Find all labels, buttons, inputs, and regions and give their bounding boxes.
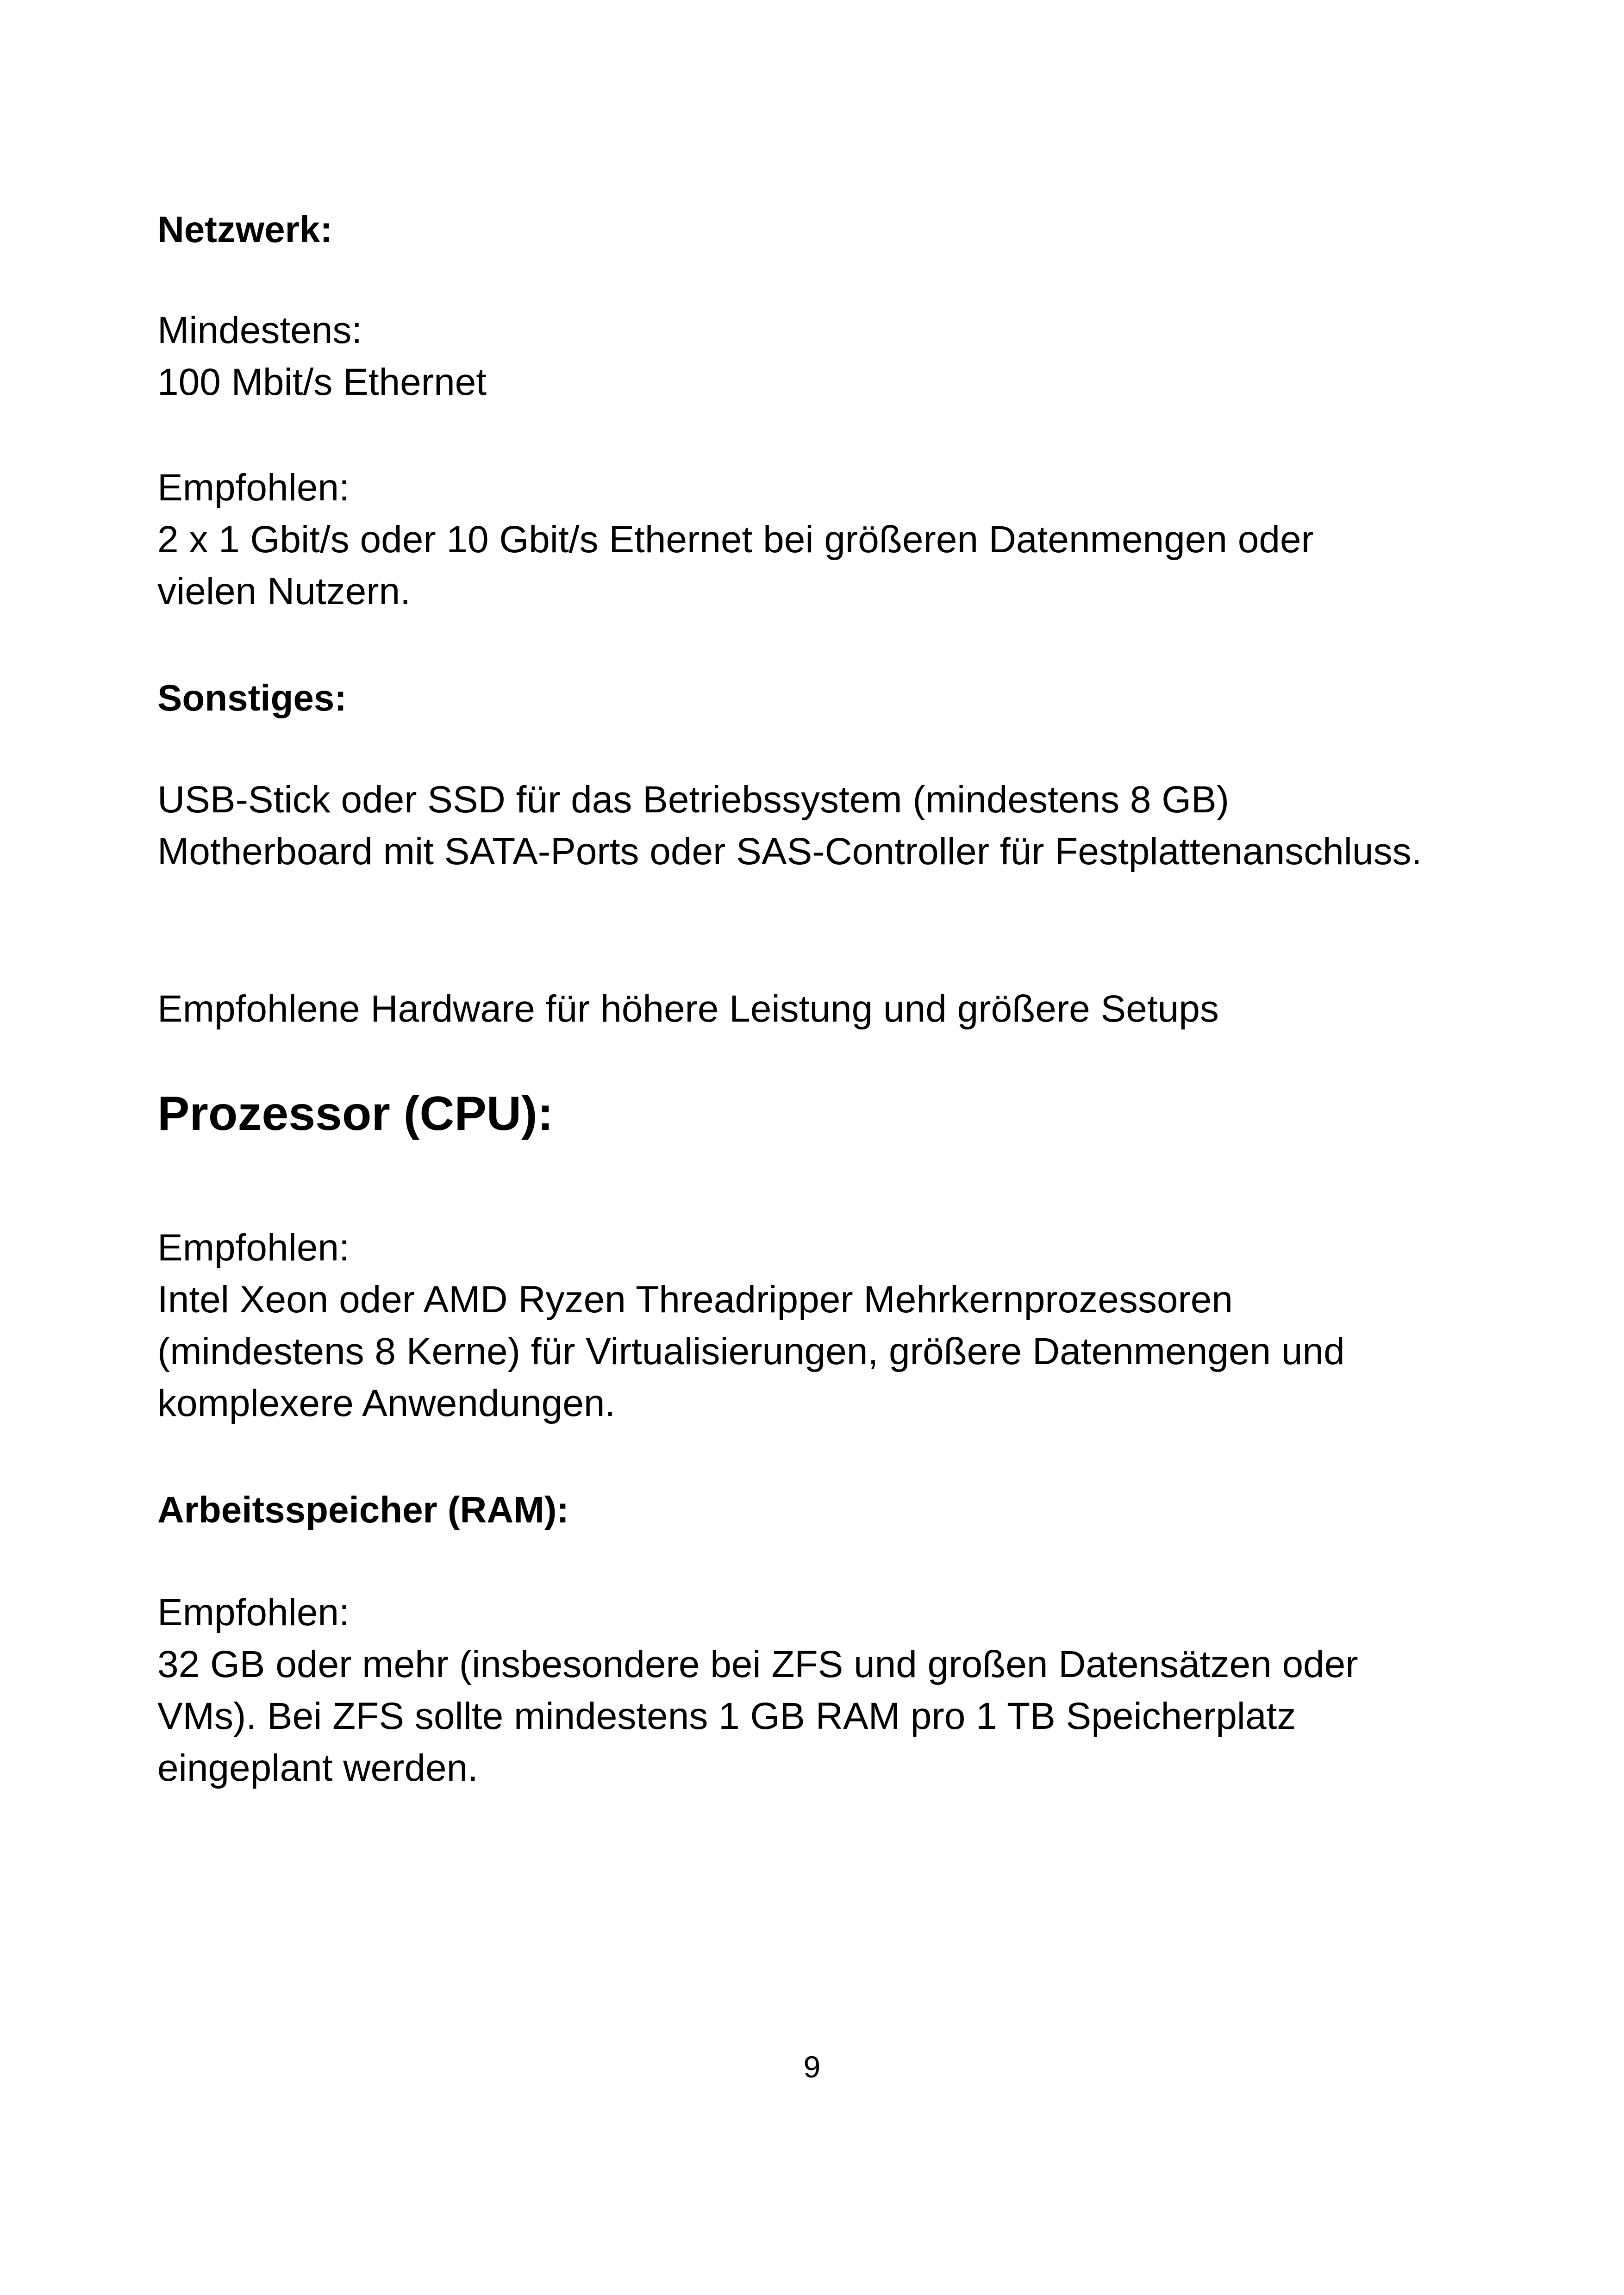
section-heading-ram: Arbeitsspeicher (RAM): — [157, 1489, 569, 1530]
section-heading-cpu: Prozessor (CPU): — [157, 1087, 554, 1141]
cpu-line-1: Intel Xeon oder AMD Ryzen Threadripper Mehrkernprozessoren — [157, 1278, 1233, 1321]
sonstiges-line-2: Motherboard mit SATA-Ports oder SAS-Controller für Festplattenanschluss. — [157, 830, 1422, 873]
netzwerk-min-label: Mindestens: — [157, 309, 362, 351]
netzwerk-rec-line-1: 2 x 1 Gbit/s oder 10 Gbit/s Ethernet bei größeren Datenmengen oder — [157, 518, 1314, 561]
cpu-line-3: komplexere Anwendungen. — [157, 1382, 616, 1424]
recommended-hardware-intro: Empfohlene Hardware für höhere Leistung und größere Setups — [157, 988, 1219, 1030]
netzwerk-min-value: 100 Mbit/s Ethernet — [157, 361, 487, 403]
ram-line-3: eingeplant werden. — [157, 1747, 478, 1789]
netzwerk-rec-label: Empfohlen: — [157, 467, 350, 509]
ram-line-1: 32 GB oder mehr (insbesondere bei ZFS und großen Datensätzen oder — [157, 1643, 1358, 1685]
ram-line-2: VMs). Bei ZFS sollte mindestens 1 GB RAM pro 1 TB Speicherplatz — [157, 1695, 1296, 1737]
section-heading-sonstiges: Sonstiges: — [157, 677, 347, 718]
sonstiges-line-1: USB-Stick oder SSD für das Betriebssystem (mindestens 8 GB) — [157, 779, 1230, 821]
section-heading-netzwerk: Netzwerk: — [157, 209, 332, 250]
ram-rec-label: Empfohlen: — [157, 1591, 350, 1634]
cpu-rec-label: Empfohlen: — [157, 1227, 350, 1269]
page-number: 9 — [803, 2050, 821, 2084]
netzwerk-rec-line-2: vielen Nutzern. — [157, 570, 411, 612]
cpu-line-2: (mindestens 8 Kerne) für Virtualisierungen, größere Datenmengen und — [157, 1330, 1345, 1372]
